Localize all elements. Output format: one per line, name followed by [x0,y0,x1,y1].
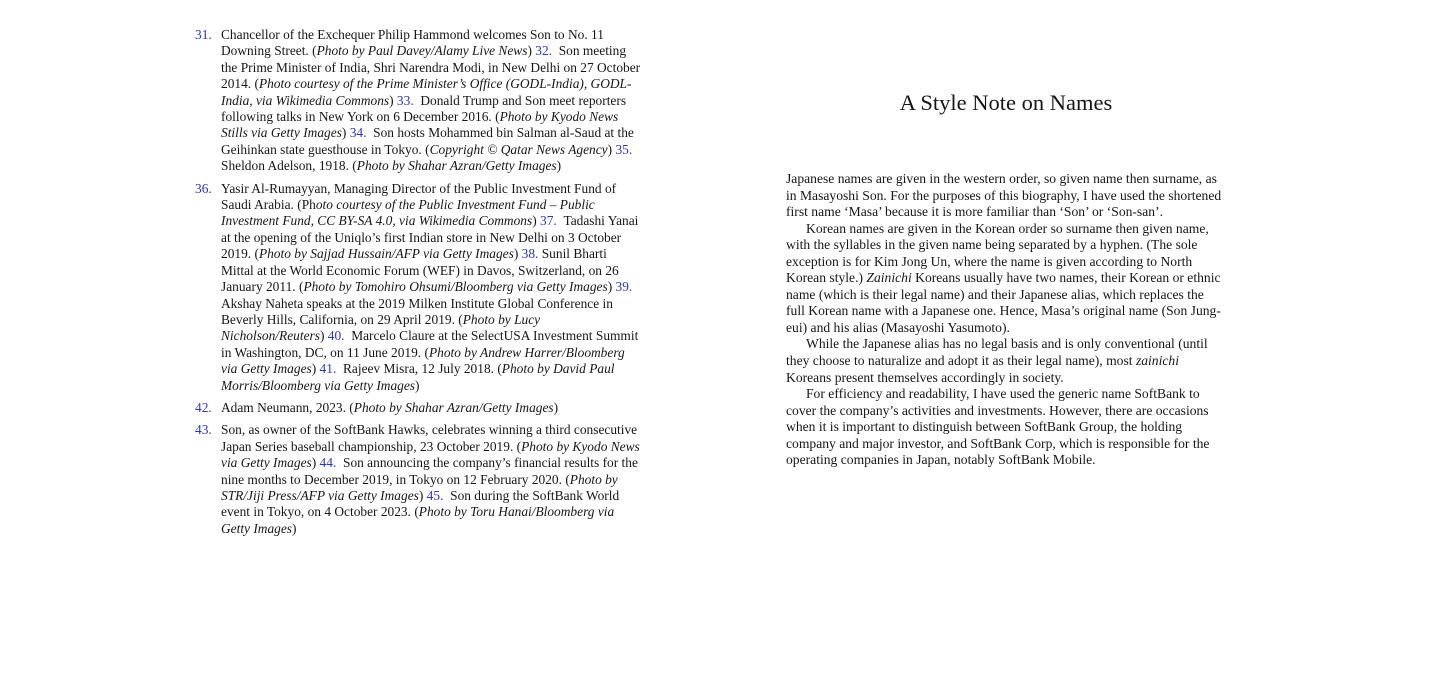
photo-credit-italic: Photo by STR/Jiji Press/AFP via Getty Images [221,471,618,503]
body-text: Marcelo Claure at the SelectUSA Investment Summit in Washington, DC, on 11 June 2019. ( [221,328,639,360]
credit-item [195,181,641,394]
photo-credit-italic: Photo by Andrew Harrer/Bloomberg via Getty Images [221,344,625,377]
body-text: ) [311,361,320,377]
photo-credit-italic: Photo by Kyodo News Stills via Getty Images [221,109,619,141]
body-text: Son announcing the company’s financial results for the nine months to December 2019, in Tokyo on 12 February 2020. ( [221,455,638,487]
body-text: For efficiency and readability, I have used the generic name SoftBank to cover the company’s activities and investments. However, there are occasions when it is important to distinguish between SoftBank Group, the holding company and major investor, and SoftBank Corp, which is responsible for the operating companies in Japan, notably SoftBank Mobile. [786,386,1210,468]
style-note-paragraph [786,221,1226,337]
left-page [195,27,641,543]
photo-credit-italic: Photo by Tomohiro Ohsumi/Bloomberg via Getty Images [303,279,608,295]
body-text: Japanese names are given in the western order, so given name then surname, as in Masayoshi Son. For the purposes of this biography, I have used the shortened first name ‘Masa’ because it is more familiar than ‘Son’ or ‘Son-san’. [786,171,1222,220]
body-text: Rajeev Misra, 12 July 2018. ( [336,361,502,377]
credit-ref-link[interactable]: 40. [327,328,345,344]
photo-credit-italic: Photo by Paul Davey/Alamy Live News [316,43,528,59]
credit-item-number[interactable]: 42. [195,399,212,415]
credit-item [195,422,641,537]
body-text: Son meeting the Prime Minister of India, Shri Narendra Modi, in New Delhi on 27 October 2014. ( [221,43,641,92]
credit-ref-link[interactable]: 33. [396,92,414,108]
credit-ref-link[interactable]: 38. [521,246,539,262]
credit-ref-link[interactable]: 44. [319,455,337,471]
body-text: ) [513,246,522,262]
body-text: ) [319,328,328,344]
body-text: Son hosts Mohammed bin Salman al-Saud at the Geihinkan state guesthouse in Tokyo. ( [221,125,634,157]
style-note-paragraph [786,171,1226,221]
body-text: Akshay Naheta speaks at the 2019 Milken Institute Global Conference in Beverly Hills, California, on 29 April 2019. ( [221,279,639,327]
body-text: ) [532,213,540,229]
photo-credit-italic: oto courtesy of the Public Investment Fund – Public Investment Fund, CC BY-SA 4.0, via Wikimedia Commons [221,197,595,229]
body-text: Chancellor of the Exchequer Philip Hammond welcomes Son to No. 11 Downing Street. ( [221,27,604,59]
credit-item-number[interactable]: 36. [195,180,212,196]
credit-item [195,27,641,175]
credit-ref-link[interactable]: 37. [540,213,557,229]
credit-ref-link[interactable]: 35. [615,141,633,157]
body-text: Son, as owner of the SoftBank Hawks, celebrates winning a third consecutive Japan Series baseball championship, 23 October 2019. ( [221,422,638,454]
photo-credit-italic: zainichi [1135,353,1179,369]
body-text: Donald Trump and Son meet reporters following talks in New York on 6 December 2016. ( [221,92,627,125]
credit-ref-link[interactable]: 32. [535,43,553,59]
body-text: ) [556,158,562,174]
body-text: Sheldon Adelson, 1918. ( [221,141,639,174]
body-text: Adam Neumann, 2023. ( [221,399,354,415]
photo-credit-italic: Photo by Toru Hanai/Bloomberg via Getty Images [221,504,615,536]
photo-credit-italic: Zainichi [866,270,912,286]
body-text: ) [341,125,350,141]
photo-credit-italic: Photo by Sajjad Hussain/AFP via Getty Images [258,246,514,262]
body-text: Yasir Al-Rumayyan, Managing Director of the Public Investment Fund of Saudi Arabia. (Ph [221,180,617,213]
body-text: ) [607,279,616,295]
credit-item-text [221,27,640,173]
body-text: ) [389,92,397,108]
body-text: ) [527,43,536,59]
style-note-paragraph [786,386,1226,469]
credit-item-text [221,422,640,535]
credit-item-text [221,181,639,393]
style-note-body [786,171,1226,469]
body-text: ) [292,520,297,536]
photo-credit-italic: Photo by Lucy Nicholson/Reuters [221,311,541,344]
photo-credit-italic: Photo by Kyodo News via Getty Images [221,438,640,471]
page-title: A Style Note on Names [899,90,1113,115]
credit-ref-link[interactable]: 34. [349,125,367,141]
credit-item [195,400,641,416]
body-text: ) [553,399,559,415]
body-text: Tadashi Yanai at the opening of the Uniqlo’s first Indian store in New Delhi on 3 October 2019. ( [221,213,639,262]
photo-credit-italic: Copyright © Qatar News Agency [429,141,608,157]
credit-item-number[interactable]: 31. [195,27,212,42]
credit-ref-link[interactable]: 39. [615,279,633,295]
right-page [786,0,1226,469]
photo-credit-italic: Photo by David Paul Morris/Bloomberg via Getty Images [221,361,615,393]
body-text: While the Japanese alias has no legal basis and is only conventional (until they choose to naturalize and adopt it as their legal name), most [786,336,1208,369]
photo-credit-italic: Photo by Shahar Azran/Getty Images [353,399,554,415]
style-note-paragraph [786,336,1226,386]
photo-credits-list [195,27,641,537]
body-text: ) [311,455,320,471]
photo-credit-italic: Photo courtesy of the Prime Minister’s Office (GODL-India), GODL-India, via Wikimedia Commons [221,76,632,108]
body-text: ) [607,141,616,157]
body-text: Korean names are given in the Korean order so surname then given name, with the syllables in the given name being separated by a hyphen. (The sole exception is for Kim Jong Un, where the name is given according to North Korean style.) [786,220,1209,286]
body-text: Son during the SoftBank World event in Tokyo, on 4 October 2023. ( [221,487,620,520]
body-text: Koreans usually have two names, their Korean or ethnic name (which is their legal name) and their Japanese alias, which replaces the full Korean name with a Japanese one. Hence, Masa’s original name (Son Jung-eui) and his alias (Masayoshi Yasumoto). [786,270,1221,335]
credit-ref-link[interactable]: 41. [319,361,337,377]
body-text: Koreans present themselves accordingly in society. [786,369,1064,385]
credit-item-number[interactable]: 43. [195,422,212,438]
credit-item-text [221,400,558,415]
body-text: Sunil Bharti Mittal at the World Economic Forum (WEF) in Davos, Switzerland, on 26 January 2011. ( [221,246,619,295]
body-text: ) [418,487,427,503]
photo-credit-italic: Photo by Shahar Azran/Getty Images [356,158,557,174]
body-text: ) [415,377,420,393]
credit-ref-link[interactable]: 45. [426,487,444,503]
